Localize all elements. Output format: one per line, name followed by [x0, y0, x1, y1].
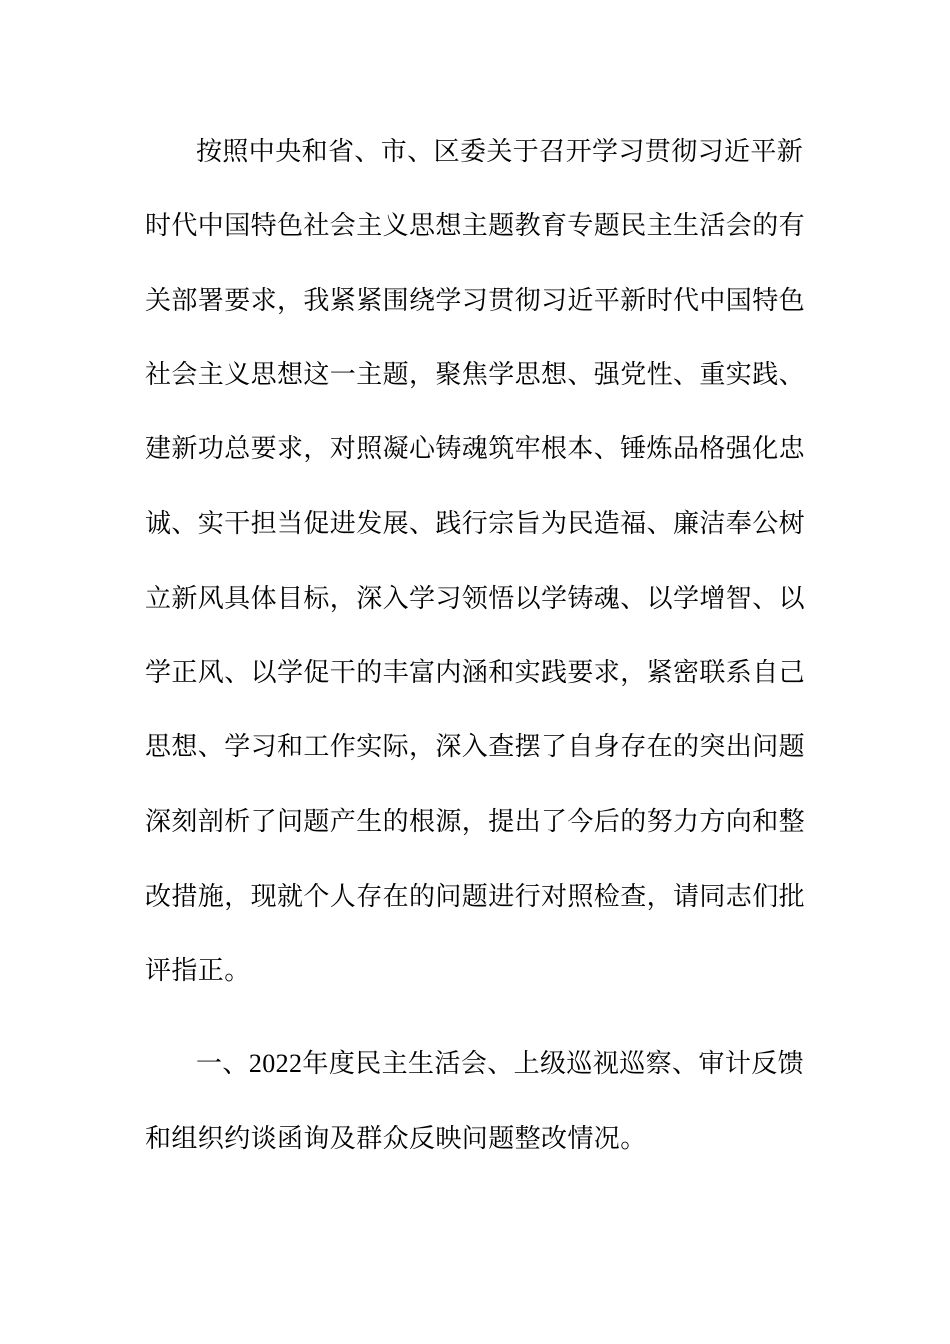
paragraph-line: 按照中央和省、市、区委关于召开学习贯彻习近平新: [196, 137, 804, 167]
paragraph-line: 改措施，现就个人存在的问题进行对照检查，请同志们批: [145, 882, 806, 912]
paragraph-line: 建新功总要求，对照凝心铸魂筑牢根本、锤炼品格强化忠: [145, 434, 806, 464]
paragraph-line: 深刻剖析了问题产生的根源，提出了今后的努力方向和整: [145, 807, 806, 837]
section-heading-line-2: 和组织约谈函询及群众反映问题整改情况。: [145, 1124, 647, 1154]
paragraph-line: 评指正。: [145, 956, 251, 986]
paragraph-line: 社会主义思想这一主题，聚焦学思想、强党性、重实践、: [145, 360, 806, 390]
paragraph-line: 思想、学习和工作实际，深入查摆了自身存在的突出问题: [145, 732, 806, 762]
heading-year: 2022: [248, 1049, 303, 1078]
paragraph-line: 立新风具体目标，深入学习领悟以学铸魂、以学增智、以: [145, 584, 806, 614]
paragraph-line: 学正风、以学促干的丰富内涵和实践要求，紧密联系自己: [145, 658, 806, 688]
section-heading-line-1: [196, 1047, 804, 1081]
paragraph-line: 时代中国特色社会主义思想主题教育专题民主生活会的有: [145, 211, 806, 241]
paragraph-line: 关部署要求，我紧紧围绕学习贯彻习近平新时代中国特色: [145, 286, 806, 316]
heading-suffix: 年度民主生活会、上级巡视巡察、审计反馈: [302, 1049, 805, 1079]
paragraph-line: 诚、实干担当促进发展、践行宗旨为民造福、廉洁奉公树: [145, 509, 806, 539]
heading-prefix: 一、: [196, 1049, 249, 1079]
